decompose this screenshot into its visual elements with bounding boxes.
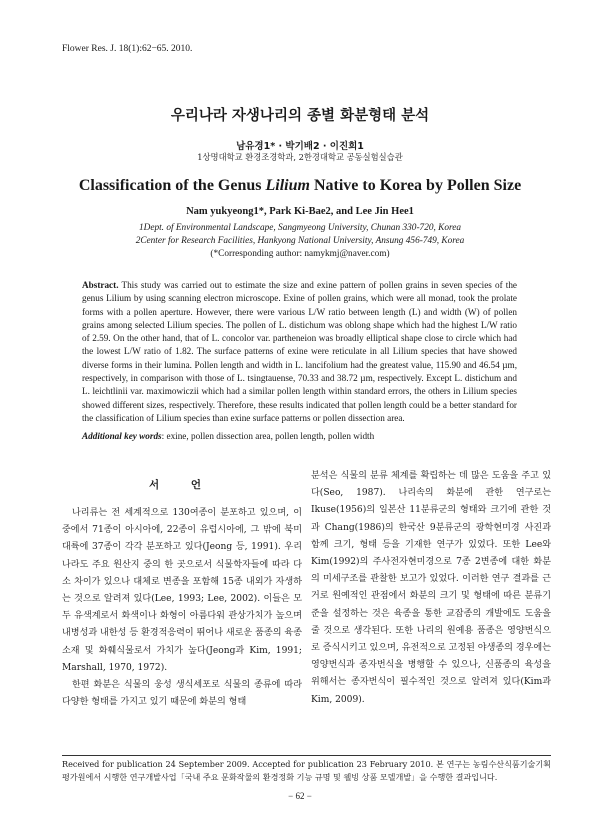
right-column <box>311 468 551 709</box>
english-title <box>0 177 600 195</box>
korean-authors: 남유경1* · 박기배2 · 이진희1 <box>236 141 364 152</box>
section-heading: 서 언 <box>149 479 215 491</box>
korean-title: 우리나라 자생나리의 종별 화분형태 분석 <box>170 108 430 124</box>
paragraph: 분석은 식물의 분류 체계를 확립하는 데 많은 도움을 주고 있다(Seo, 1987). 나리속의 화분에 관한 연구로는 Ikuse(1956)의 일본산 11분류군의 형태와 크기에 관한 것과 Chang(1986)의 한국산 9분류군의 광학현미경 사진과 함께 크기, 형태 등을 기재한 연구가 있었다. 또한 Lee와 Kim(1992)의 주사전자현미경으로 7종 2변종에 대한 화분의 미세구조를 관찰한 보고가 있었다. 이러한 연구 결과를 근거로 원예적인 관점에서 화분의 크기 및 형태에 따른 분류기준을 설정하는 것은 육종을 통한 교잡종의 개발에도 도움을 줄 것으로 생각된다. 또한 나리의 원예용 품종은 영양번식으로 증식시키고 있으며, 유전적으로 고정된 야생종의 경우에는 영양번식과 종자번식을 병행할 수 있으나, 신품종의 육성을 위해서는 종자번식이 필수적인 것으로 알려져 있다(Kim과 Kim, 2009). <box>311 471 551 705</box>
english-title-italic: Lilium <box>265 177 310 194</box>
page-number: − 62 − <box>288 791 312 801</box>
abstract-text: This study was carried out to estimate the size and exine pattern of pollen grains in seven species of the genus Lilium by using scanning electron microscope. Exine of pollen grains, which were all monad, took the prolate forms with a pollen aperture. However, there were various L/W ratio between length (L) and width (W) of pollen grains among selected Lilium species. The pollen of L. distichum was oblong shape which had the highest L/W ratio of 2.59. On the other hand, that of L. concolor var. partheneion was broadly elliptical shape close to circle which had the lowest L/W ratio of 1.82. The surface patterns of exine were reticulate in all Lilium species that have showed diverse forms in their lumina. Pollen length and width in L. lancifolium had the greatest value, 115.90 and 46.54 µm, respectively, in comparison with those of L. tsingtauense, 70.33 and 38.72 µm, respectively. Except L. distichum and L. leichtlinii var. maximowiczii which had a similar pollen length within standard errors, the others in Lilium species showed different sizes, respectively. Therefore, these results indicated that pollen length could be a better standard for the classification of Lilium species than exine surface patterns or pollen dissection area. <box>82 280 518 423</box>
abstract <box>82 279 517 425</box>
paragraph: 한편 화분은 식물의 웅성 생식세포로 식물의 종류에 따라 다양한 형태를 가지고 있기 때문에 화분의 형태 <box>62 680 302 708</box>
left-column <box>62 505 302 711</box>
english-affiliation-2: 2Center for Research Facilities, Hankyong National University, Ansung 456-749, Korea <box>135 236 465 246</box>
keywords <box>82 431 517 441</box>
keywords-label: Additional key words <box>82 431 162 441</box>
english-authors: Nam yukyeong1*, Park Ki-Bae2, and Lee Jin Hee1 <box>186 206 414 217</box>
english-affiliation-1: 1Dept. of Environmental Landscape, Sangmyeong University, Chunan 330-720, Korea <box>138 223 462 233</box>
korean-affiliations: 1상명대학교 환경조경학과, 2한경대학교 공동실험실습관 <box>197 152 403 162</box>
paragraph: 나리류는 전 세계적으로 130여종이 분포하고 있으며, 이 중에서 71종이 아시아에, 22종이 유럽시아에, 그 밖에 북미대륙에 37종이 각각 분포하고 있다(Jeong 등, 1991). 우리나라도 주요 원산지 중의 한 곳으로서 식물학자들에 따라 다소 차이가 있으나 대체로 변종을 포함해 15종 내외가 자생하는 것으로 알려져 있다(Lee, 1993; Lee, 2002). 이들은 모두 유색계로서 화색이나 화형이 아름다워 관상가치가 높으며 내병성과 내한성 등 환경적응력이 뛰어나 새로운 품종의 육종 소재 및 화훼식물로서 가치가 높다(Jeong과 Kim, 1991; Marshall, 1970, 1972). <box>62 508 302 673</box>
footnote: Received for publication 24 September 2009. Accepted for publication 23 February 2010. 본 연구는 농림수산식품기술기획평가원에서 시행한 연구개발사업「국내 주요 문화작물의 환경정화 기능 규명 및 웰빙 상품 모델개발」을 수행한 결과입니다. <box>62 759 551 782</box>
corresponding-author: (*Corresponding author: namykmj@naver.com) <box>210 249 390 259</box>
footnote-divider <box>62 755 551 756</box>
english-title-pre: Classification of the Genus <box>78 177 266 194</box>
journal-citation: Flower Res. J. 18(1):62−65. 2010. <box>62 44 193 54</box>
english-title-post: Native to Korea by Pollen Size <box>309 177 522 194</box>
keywords-text: : exine, pollen dissection area, pollen length, pollen width <box>161 431 375 441</box>
abstract-label: Abstract. <box>82 280 119 290</box>
